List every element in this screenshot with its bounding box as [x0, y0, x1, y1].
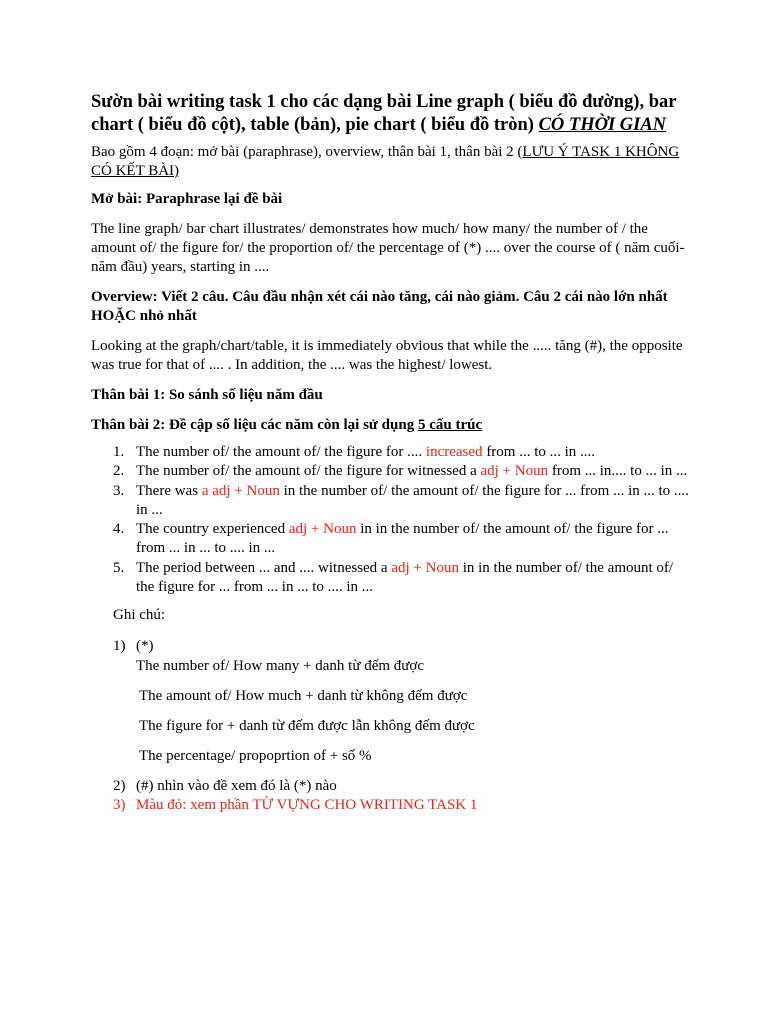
note-2-number: 2)	[113, 777, 126, 794]
note-1-marker: (*)	[136, 638, 154, 655]
mo-bai-body: The line graph/ bar chart illustrates/ demonstrates how much/ how many/ the number of / the amount of/ the figure for/ the proportion of/ the percentage of (*) .... over the course of ( năm cuối- năm đầu) years, starting in ....	[91, 221, 685, 275]
document-title	[91, 91, 691, 137]
document-page	[91, 91, 691, 816]
list-item-number: 1.	[113, 444, 125, 460]
list-item-text: The number of/ the amount of/ the figure for witnessed a	[136, 463, 481, 480]
ghi-chu-label: Ghi chú:	[113, 607, 166, 624]
note-1-number: 1)	[113, 638, 126, 655]
list-item	[91, 443, 691, 462]
list-item	[91, 559, 691, 598]
list-item-red-text: adj + Noun	[288, 521, 357, 538]
intro-paragraph	[91, 143, 691, 181]
list-item	[91, 462, 691, 481]
list-item-text-end: from ... in.... to ... in ...	[548, 463, 688, 480]
note-1-line-1: The number of/ How many + danh từ đếm được	[136, 657, 425, 674]
list-item-text: The period between ... and .... witnessed a	[136, 559, 392, 576]
list-item-number: 2.	[113, 463, 125, 480]
note-1-line-4: The percentage/ propoprtion of + số %	[139, 747, 372, 764]
list-item-text-end: from ... to ... in ....	[482, 444, 596, 460]
list-item-number: 4.	[113, 521, 125, 538]
note-3-number: 3)	[113, 797, 126, 814]
intro-underlined-note: LƯU Ý TASK 1 KHÔNG CÓ KẾT BÀI)	[91, 144, 680, 179]
list-item-red-text: a adj + Noun	[201, 482, 280, 499]
mo-bai-heading: Mở bài: Paraphrase lại đề bài	[91, 191, 283, 207]
note-2	[91, 777, 691, 796]
title-main: Sườn bài writing task 1 cho các dạng bài Line graph ( biểu đồ đường), bar chart ( biểu đồ cột), table (bản), pie chart ( biểu đồ tròn)	[91, 92, 677, 135]
note-1	[91, 637, 691, 676]
overview-heading: Overview: Viết 2 câu. Câu đầu nhận xét cái nào tăng, cái nào giảm. Câu 2 cái nào lớn nhất HOẶC nhỏ nhất	[91, 289, 668, 324]
than-bai-2-heading-text: Thân bài 2: Đề cập số liệu các năm còn lại sử dụng	[91, 417, 418, 433]
list-item	[91, 520, 691, 559]
list-item-red-text: adj + Noun	[480, 463, 549, 480]
list-item	[91, 482, 691, 521]
than-bai-1-heading: Thân bài 1: So sánh số liệu năm đầu	[91, 387, 323, 403]
structure-list	[91, 443, 691, 597]
note-3-text: Màu đỏ: xem phần TỪ VỰNG CHO WRITING TASK 1	[136, 797, 478, 814]
list-item-text: The number of/ the amount of/ the figure for ....	[136, 444, 426, 460]
list-item-number: 3.	[113, 482, 125, 499]
note-3	[91, 796, 691, 815]
list-item-number: 5.	[113, 559, 125, 576]
list-item-text: The country experienced	[136, 521, 289, 538]
title-emphasis: CÓ THỜI GIAN	[538, 115, 667, 135]
overview-body: Looking at the graph/chart/table, it is immediately obvious that while the ..... tăng (#), the opposite was true for that of .... . In addition, the .... was the highest/ lowest.	[91, 338, 683, 373]
list-item-red-text: adj + Noun	[391, 559, 459, 576]
list-item-text-end: in the number of/ the amount of/ the figure for ... from ... in ... to .... in ...	[136, 482, 689, 518]
note-1-line-2: The amount of/ How much + danh từ không đếm được	[139, 687, 468, 704]
intro-text: Bao gồm 4 đoạn: mở bài (paraphrase), overview, thân bài 1, thân bài 2 (	[91, 144, 523, 160]
note-1-line-3: The figure for + danh từ đếm được lẫn không đếm được	[139, 717, 475, 734]
list-item-text-end: in in the number of/ the amount of/ the figure for ... from ... in ... to .... in ...	[136, 521, 669, 557]
than-bai-2-heading-underlined: 5 cấu trúc	[417, 417, 483, 433]
list-item-red-text: increased	[425, 444, 483, 460]
list-item-text: There was	[136, 482, 202, 499]
note-2-text: (#) nhìn vào đề xem đó là (*) nào	[136, 777, 337, 794]
than-bai-2-heading	[91, 416, 691, 435]
list-item-text-end: in in the number of/ the amount of/ the figure for ... from ... in ... to .... in ...	[136, 559, 674, 596]
